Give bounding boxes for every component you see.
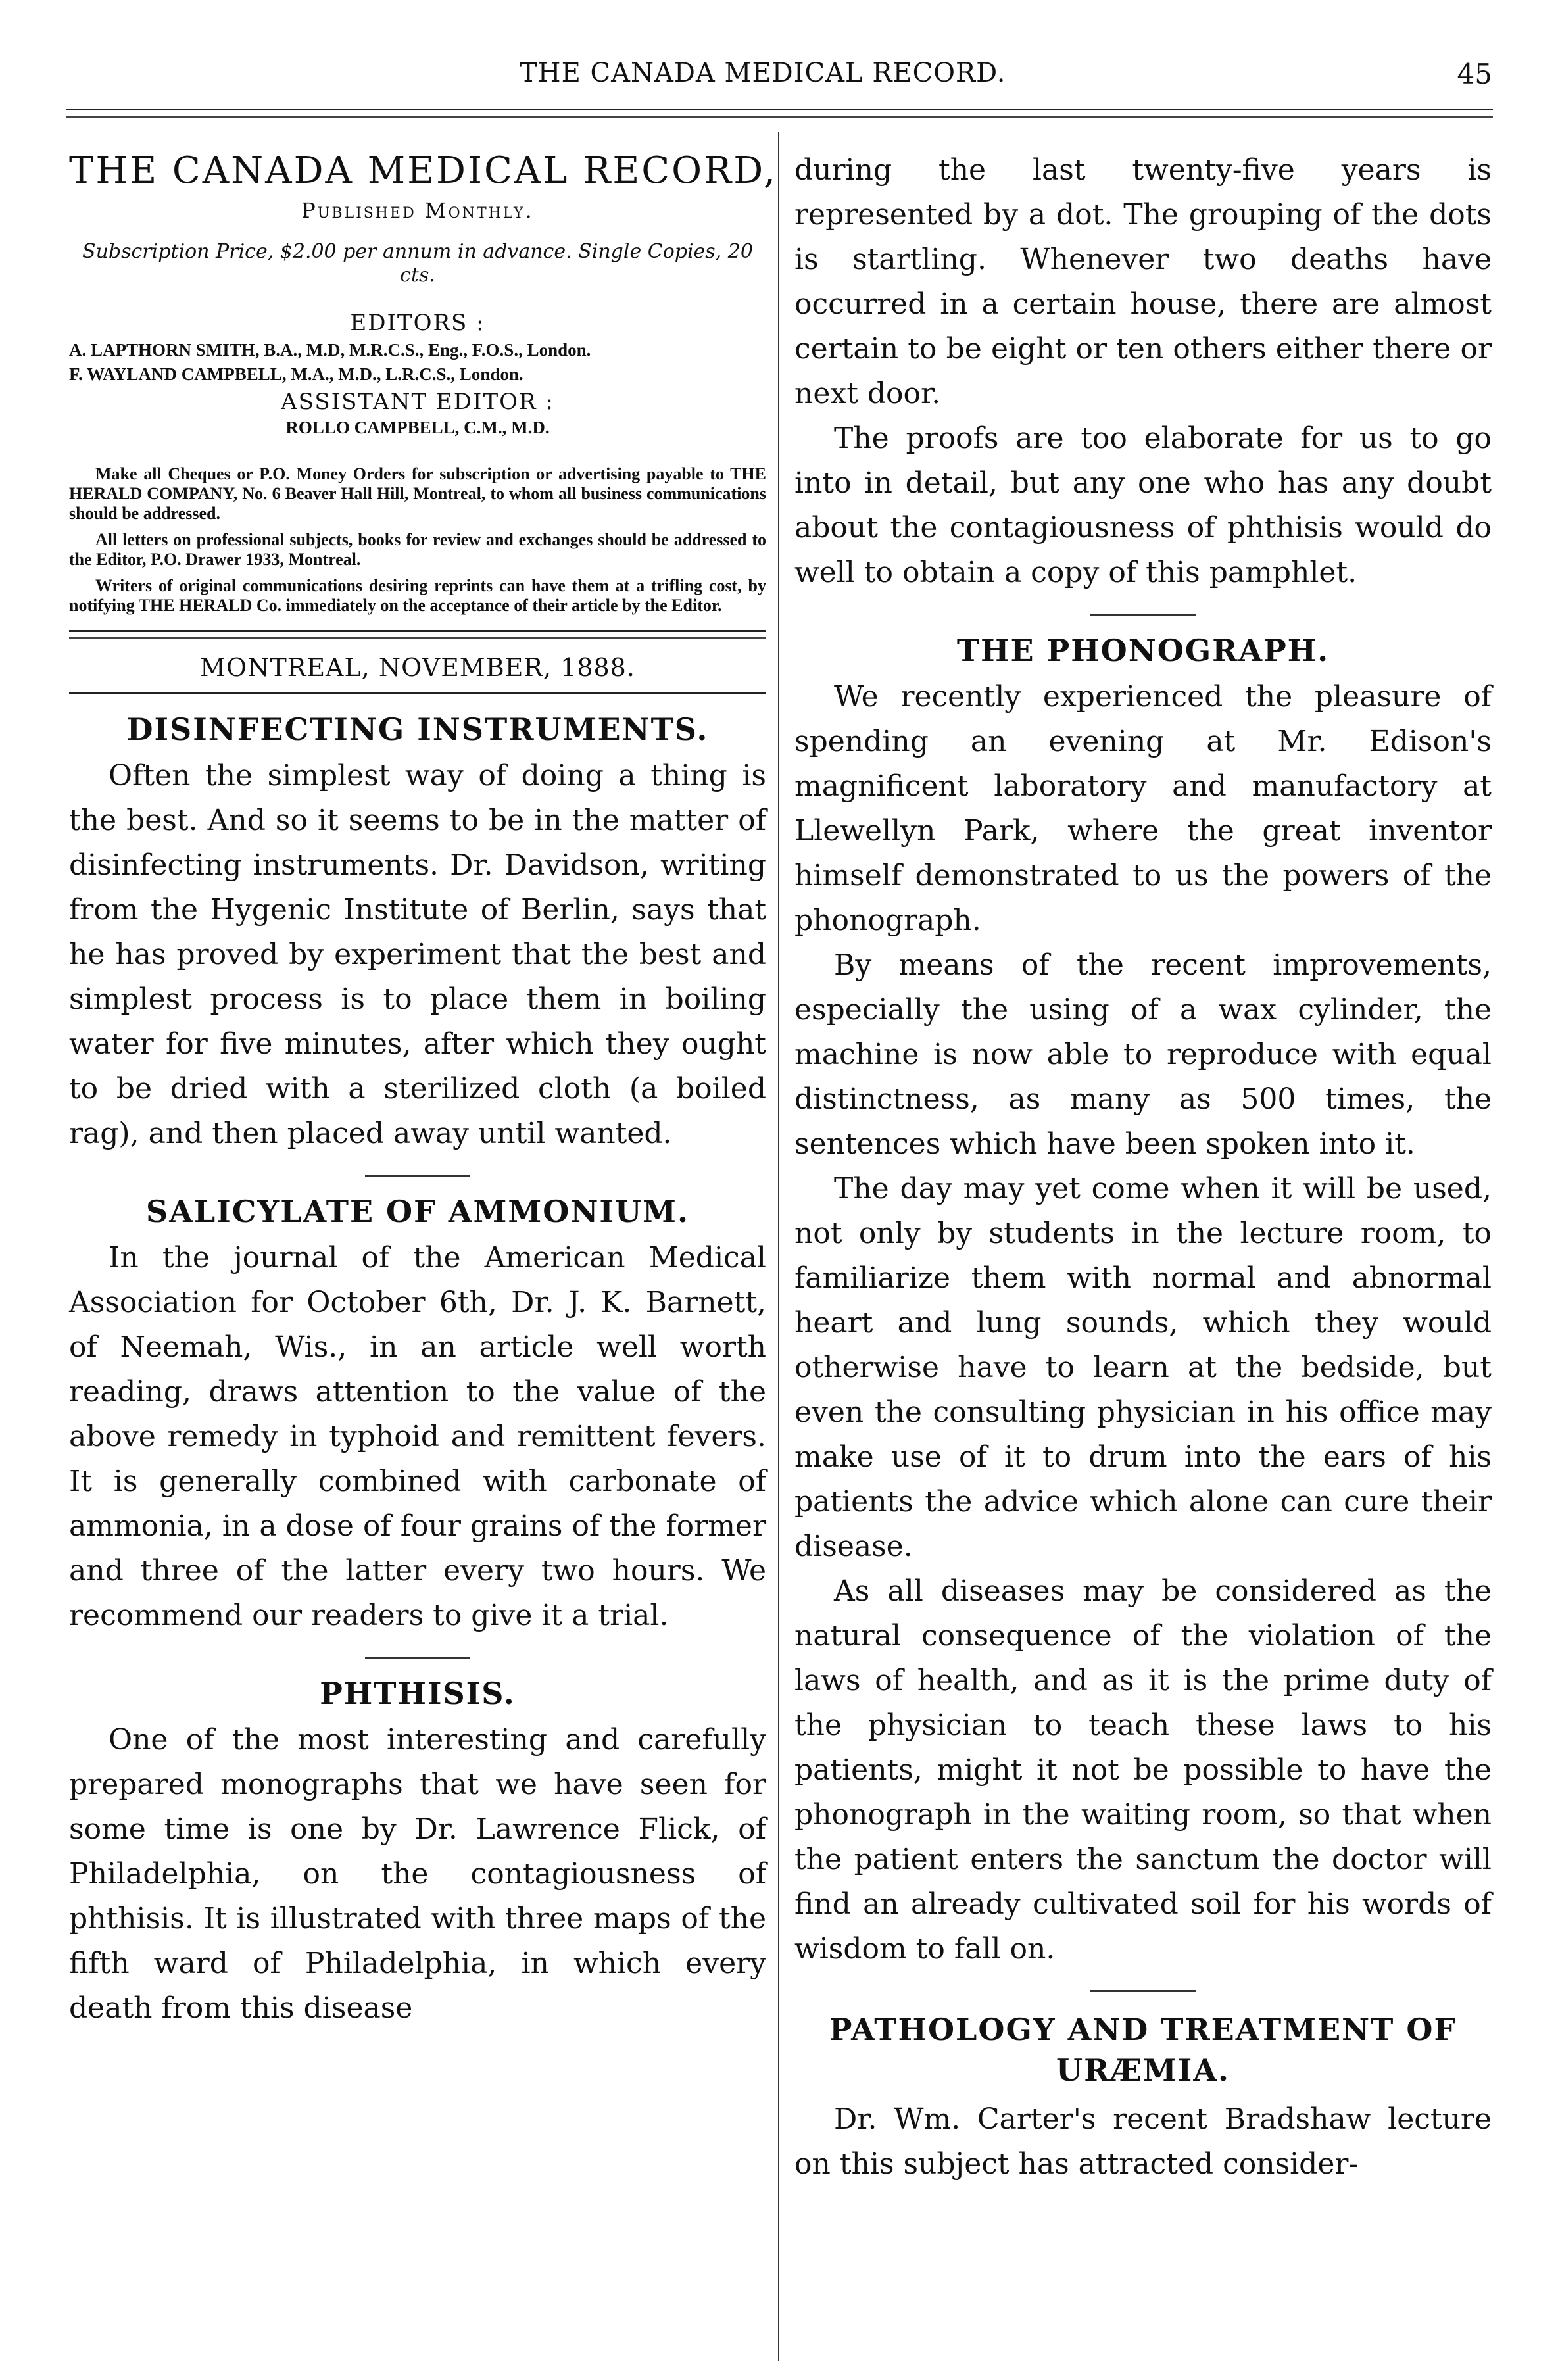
editors-label: EDITORS : [350,310,485,336]
masthead [69,148,777,616]
heading-salicylate: SALICYLATE OF AMMONIUM. [145,1194,689,1229]
paragraph: As all diseases may be considered as the natural consequence of the violation of the laws of health, and as it is the prime duty of the physician to teach these laws to his patients, might it not be possible to have the phonograph in the waiting room, so that when the patient enters the sanctum the doctor will find an already cultivated soil for his words of wisdom to fall on. [794,1574,1492,1966]
heading-disinfecting: DISINFECTING INSTRUMENTS. [126,712,709,747]
running-header [0,58,1558,97]
column-divider [778,132,779,2361]
paragraph: By means of the recent improvements, especially the using of a wax cylinder, the machine is now able to reproduce with equal distinctness, as many as 500 times, the sentences which have been spoken into it. [794,948,1492,1161]
running-title: THE CANADA MEDICAL RECORD. [520,58,1006,88]
paragraph: In the journal of the American Medical Association for October 6th, Dr. J. K. Barnett, of Neemah, Wis., in an article well worth reading, draws attention to the value of the above remedy in typhoid and remittent fevers. It is generally combined with carbonate of ammonia, in a dose of four grains of the former and three of the latter every two hours. We recommend our readers to give it a trial. [69,1241,766,1632]
paragraph: One of the most interesting and carefully prepared monographs that we have seen for some time is one by Dr. Lawrence Flick, of Philadelphia, on the contagiousness of phthisis. It is illustrated with three maps of the fifth ward of Philadelphia, in which every death from this disease [69,1723,766,2025]
dateline-block [69,630,766,694]
heading-phthisis: PHTHISIS. [320,1676,516,1711]
page-number: 45 [1457,58,1492,90]
dateline-rule-top [69,630,766,632]
paragraph: We recently experienced the pleasure of spending an evening at Mr. Edison's magnificent laboratory and manufactory at Llewellyn Park, where the great inventor himself demonstrated to us the powers of the phonograph. [794,680,1492,937]
section-rule [1090,614,1196,616]
paragraph-continued: during the last twenty-five years is represented by a dot. The grouping of the dots is startling. Whenever two deaths have occurred in a certain house, there are almost certain to be eight or ten others either there or next door. [794,153,1492,410]
article-disinfecting [69,712,766,1177]
paragraph: Often the simplest way of doing a thing is the best. And so it seems to be in the matter of disinfecting instruments. Dr. Davidson, writing from the Hygenic Institute of Berlin, says that he has proved by experiment that the best and simplest process is to place them in boiling water for five minutes, after which they ought to be dried with a sterilized cloth (a boiled rag), and then placed away until wanted. [69,759,766,1150]
section-rule [365,1657,470,1659]
notice-letters: All letters on professional subjects, books for review and exchanges should be addressed to the Editor, P.O. Drawer 1933, Montreal. [69,530,766,569]
header-rule-secondary [66,116,1493,118]
article-salicylate [69,1194,766,1659]
dateline-rule-top-secondary [69,637,766,639]
section-rule [365,1175,470,1177]
section-rule [1090,1990,1196,1992]
article-phonograph [794,633,1492,1992]
left-column [69,148,777,2031]
article-phthisis-continued [794,148,1492,616]
heading-phonograph: THE PHONOGRAPH. [956,633,1330,668]
notice-reprints: Writers of original communications desiring reprints can have them at a trifling cost, by notifying THE HERALD Co. immediately on the acceptance of their article by the Editor. [69,576,766,615]
paragraph: The day may yet come when it will be used, not only by students in the lecture room, to familiarize them with normal and abnormal heart and lung sounds, which they would otherwise have to learn at the bedside, but even the consulting physician in his office may make use of it to drum into the ears of his patients the advice which alone can cure their disease. [794,1172,1492,1563]
notice-cheques: Make all Cheques or P.O. Money Orders for subscription or advertising payable to THE HERALD COMPANY, No. 6 Beaver Hall Hill, Montreal, to whom all business communications should be addressed. [69,464,766,523]
paragraph: The proofs are too elaborate for us to go into in detail, but any one who has any doubt about the contagiousness of phthisis would do well to obtain a copy of this pamphlet. [794,422,1492,589]
paragraph: Dr. Wm. Carter's recent Bradshaw lecture on this subject has attracted consider- [794,2102,1492,2181]
article-uraemia [794,2009,1492,2187]
dateline: MONTREAL, NOVEMBER, 1888. [200,653,635,682]
masthead-published: Published Monthly. [301,198,534,223]
masthead-title: THE CANADA MEDICAL RECORD, [69,149,777,192]
editor-2: F. WAYLAND CAMPBELL, M.A., M.D., L.R.C.S., London. [69,364,523,384]
editor-1: A. LAPTHORN SMITH, B.A., M.D, M.R.C.S., Eng., F.O.S., London. [69,340,591,360]
dateline-rule-bottom [69,692,766,694]
assistant-editor: ROLLO CAMPBELL, C.M., M.D. [285,418,550,437]
assistant-editor-label: ASSISTANT EDITOR : [281,389,554,415]
right-column [794,148,1492,2187]
header-rule [66,109,1493,110]
article-phthisis [69,1676,766,2031]
masthead-price: Subscription Price, $2.00 per annum in advance. Single Copies, 20 cts. [82,240,753,287]
heading-uraemia: PATHOLOGY AND TREATMENT OF URÆMIA. [829,2012,1457,2088]
